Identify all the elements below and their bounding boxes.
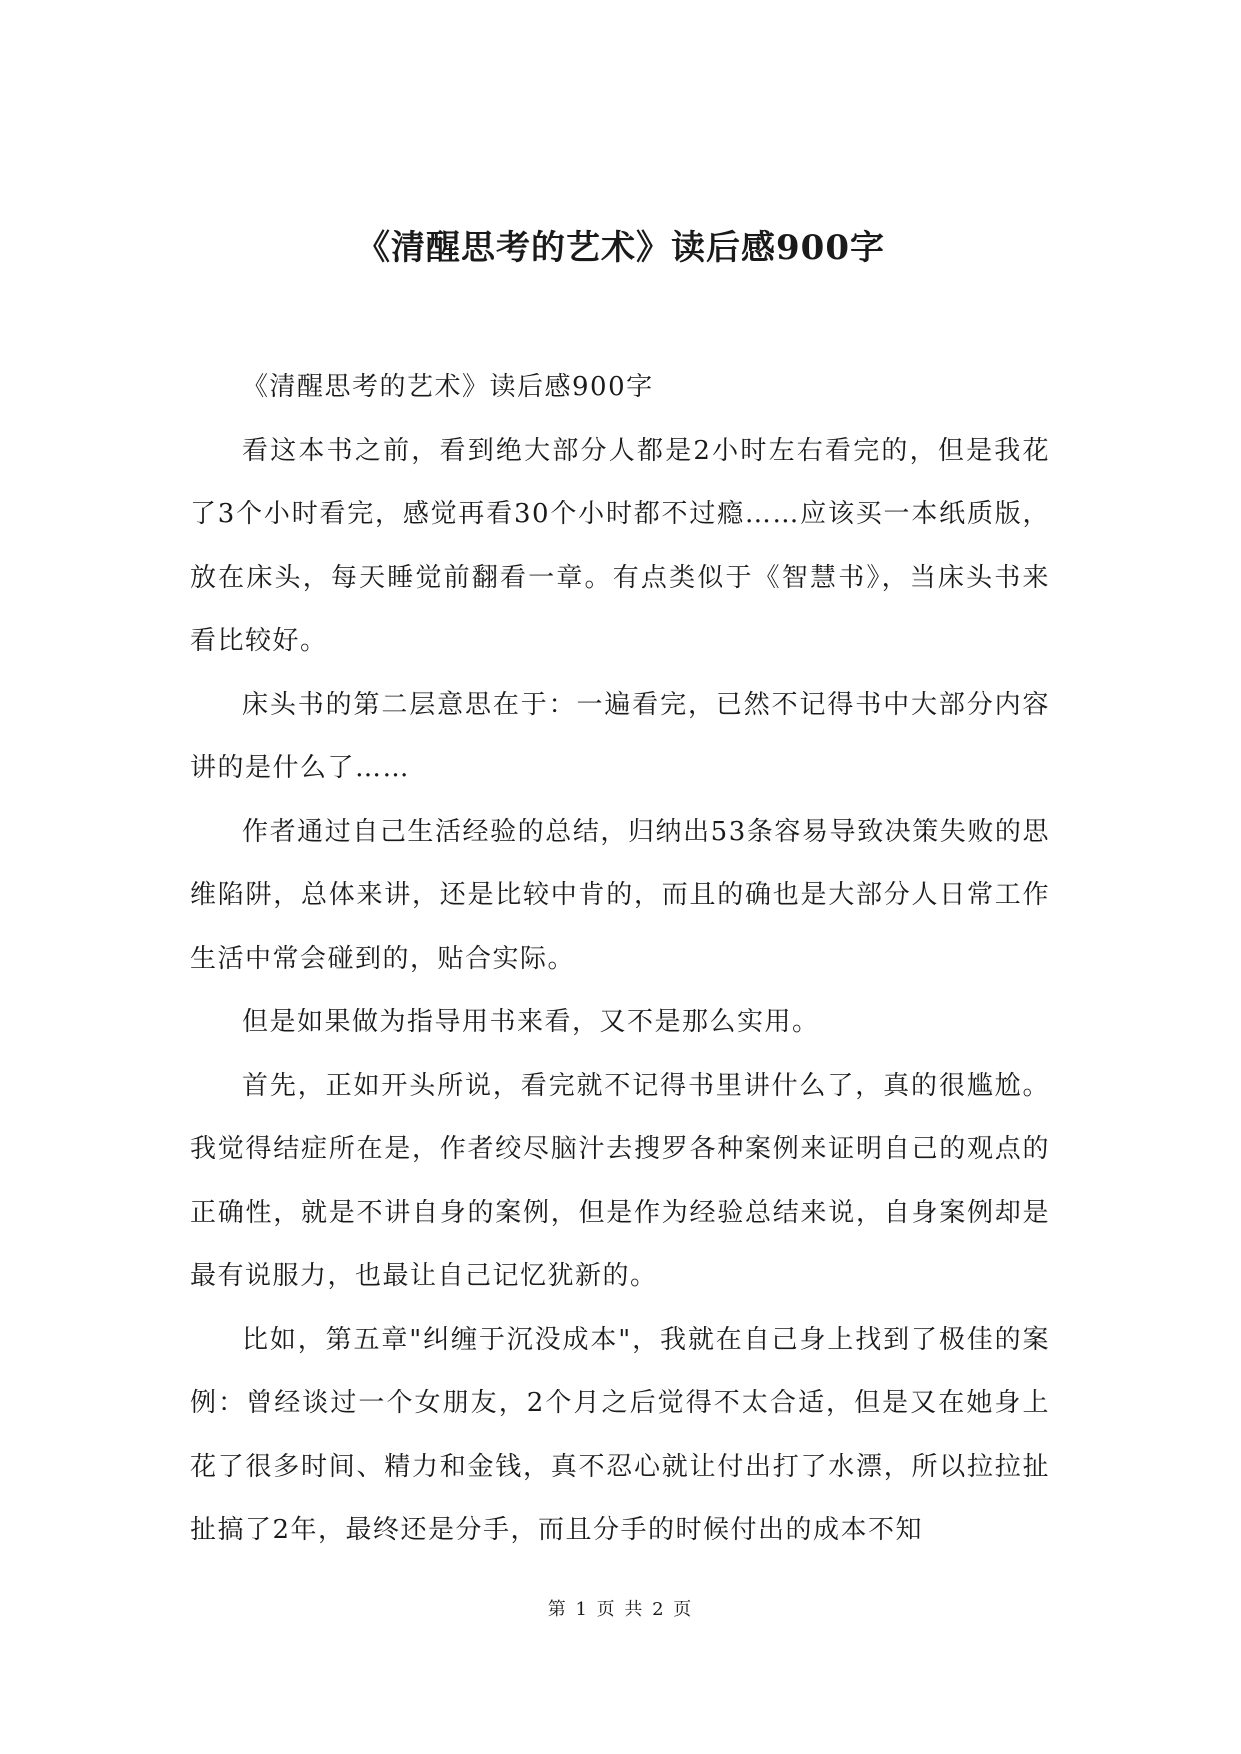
paragraph: 床头书的第二层意思在于：一遍看完，已然不记得书中大部分内容讲的是什么了…… [190,689,1050,783]
paragraph: 但是如果做为指导用书来看，又不是那么实用。 [242,1007,820,1037]
paragraph: 《清醒思考的艺术》读后感900字 [242,372,654,402]
paragraph: 首先，正如开头所说，看完就不记得书里讲什么了，真的很尴尬。我觉得结症所在是，作者绞尽脑汁去搜罗各种案例来证明自己的观点的正确性，就是不讲自身的案例，但是作为经验总结来说，自身案例却是最有说服力，也最让自己记忆犹新的。 [190,1070,1050,1291]
document-title: 《清醒思考的艺术》读后感900字 [356,228,885,268]
paragraph: 作者通过自己生活经验的总结，归纳出53条容易导致决策失败的思维陷阱，总体来讲，还是比较中肯的，而且的确也是大部分人日常工作生活中常会碰到的，贴合实际。 [190,816,1050,974]
paragraph: 比如，第五章"纠缠于沉没成本"，我就在自己身上找到了极佳的案例：曾经谈过一个女朋友，2个月之后觉得不太合适，但是又在她身上花了很多时间、精力和金钱，真不忍心就让付出打了水漂，所以拉拉扯扯搞了2年，最终还是分手，而且分手的时候付出的成本不知 [190,1324,1050,1545]
paragraph: 看这本书之前，看到绝大部分人都是2小时左右看完的，但是我花了3个小时看完，感觉再看30个小时都不过瘾……应该买一本纸质版，放在床头，每天睡觉前翻看一章。有点类似于《智慧书》，当床头书来看比较好。 [190,435,1050,656]
page-number-footer: 第 1 页 共 2 页 [547,1599,694,1620]
document-body [190,356,1050,1563]
